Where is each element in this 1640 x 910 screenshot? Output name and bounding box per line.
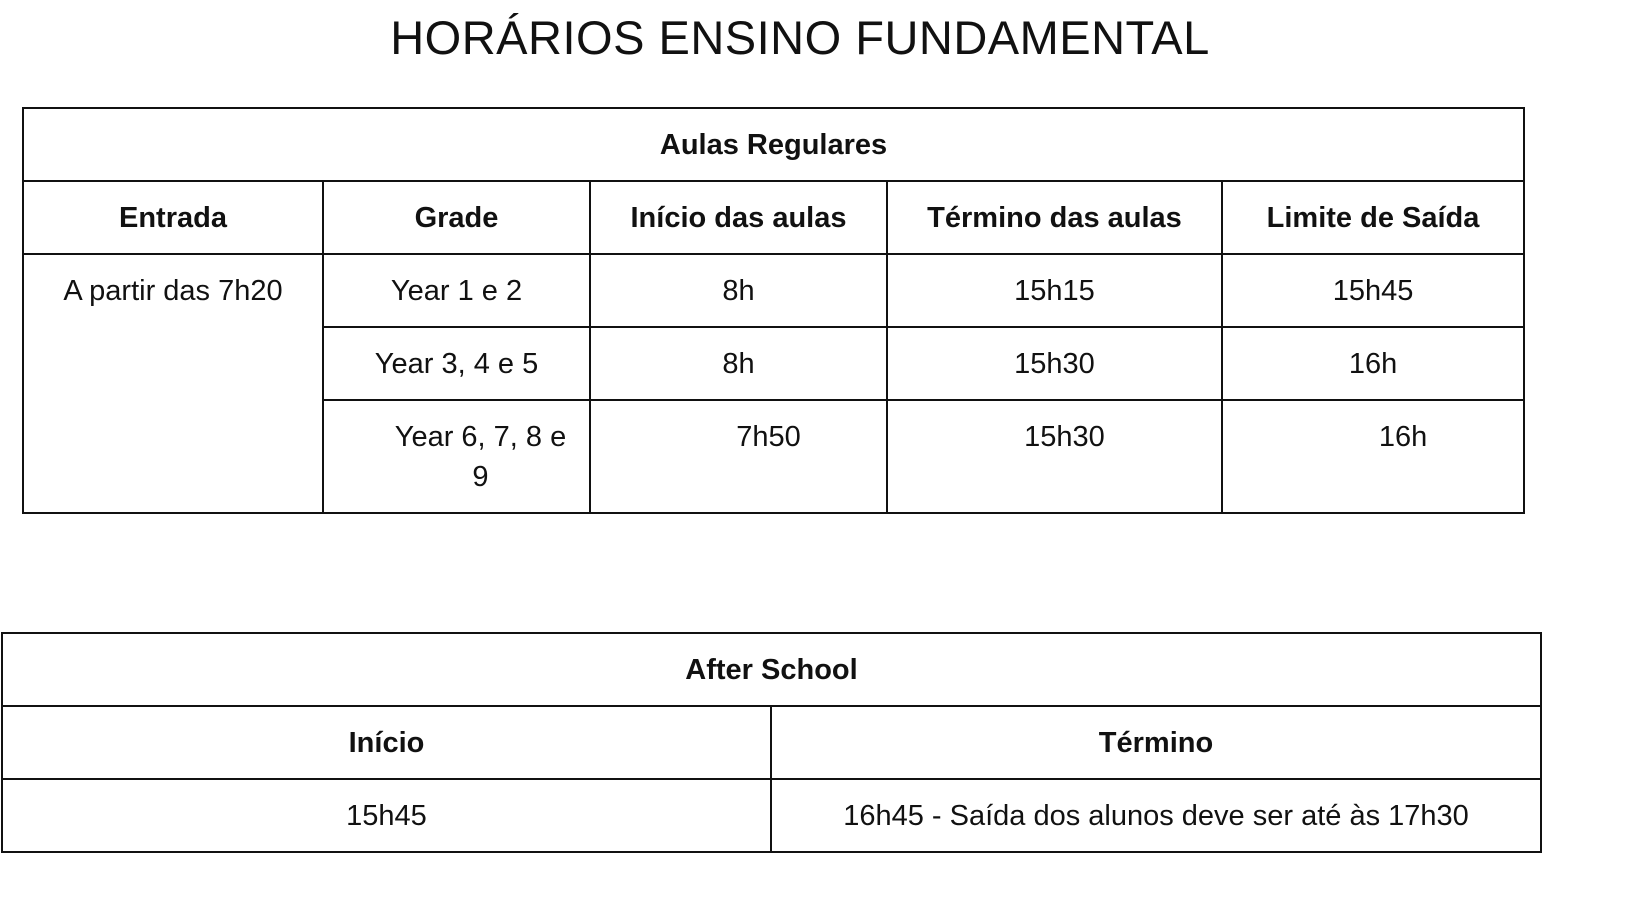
regular-table-title: Aulas Regulares	[23, 108, 1524, 181]
grade-cell: Year 6, 7, 8 e 9	[323, 400, 590, 513]
after-school-table	[1, 632, 1542, 853]
table-row	[23, 254, 1524, 327]
header-termino: Término	[771, 706, 1541, 779]
after-school-title: After School	[2, 633, 1541, 706]
termino-cell: 16h45 - Saída dos alunos deve ser até às 17h30	[771, 779, 1541, 852]
header-limite: Limite de Saída	[1222, 181, 1524, 254]
inicio-cell: 8h	[590, 254, 887, 327]
limite-cell: 16h	[1222, 400, 1524, 513]
termino-cell: 15h15	[887, 254, 1222, 327]
grade-cell: Year 3, 4 e 5	[323, 327, 590, 400]
header-grade: Grade	[323, 181, 590, 254]
table-title-row	[2, 633, 1541, 706]
inicio-cell: 15h45	[2, 779, 771, 852]
termino-cell: 15h30	[887, 327, 1222, 400]
inicio-cell: 7h50	[590, 400, 887, 513]
table-title-row	[23, 108, 1524, 181]
table-header-row	[2, 706, 1541, 779]
header-inicio: Início	[2, 706, 771, 779]
page-title: HORÁRIOS ENSINO FUNDAMENTAL	[390, 11, 1210, 64]
inicio-cell: 8h	[590, 327, 887, 400]
table-row	[2, 779, 1541, 852]
regular-classes-table	[22, 107, 1525, 514]
grade-cell: Year 1 e 2	[323, 254, 590, 327]
header-entrada: Entrada	[23, 181, 323, 254]
header-termino: Término das aulas	[887, 181, 1222, 254]
header-inicio: Início das aulas	[590, 181, 887, 254]
limite-cell: 15h45	[1222, 254, 1524, 327]
table-header-row	[23, 181, 1524, 254]
termino-cell: 15h30	[887, 400, 1222, 513]
entrada-cell: A partir das 7h20	[23, 254, 323, 513]
limite-cell: 16h	[1222, 327, 1524, 400]
